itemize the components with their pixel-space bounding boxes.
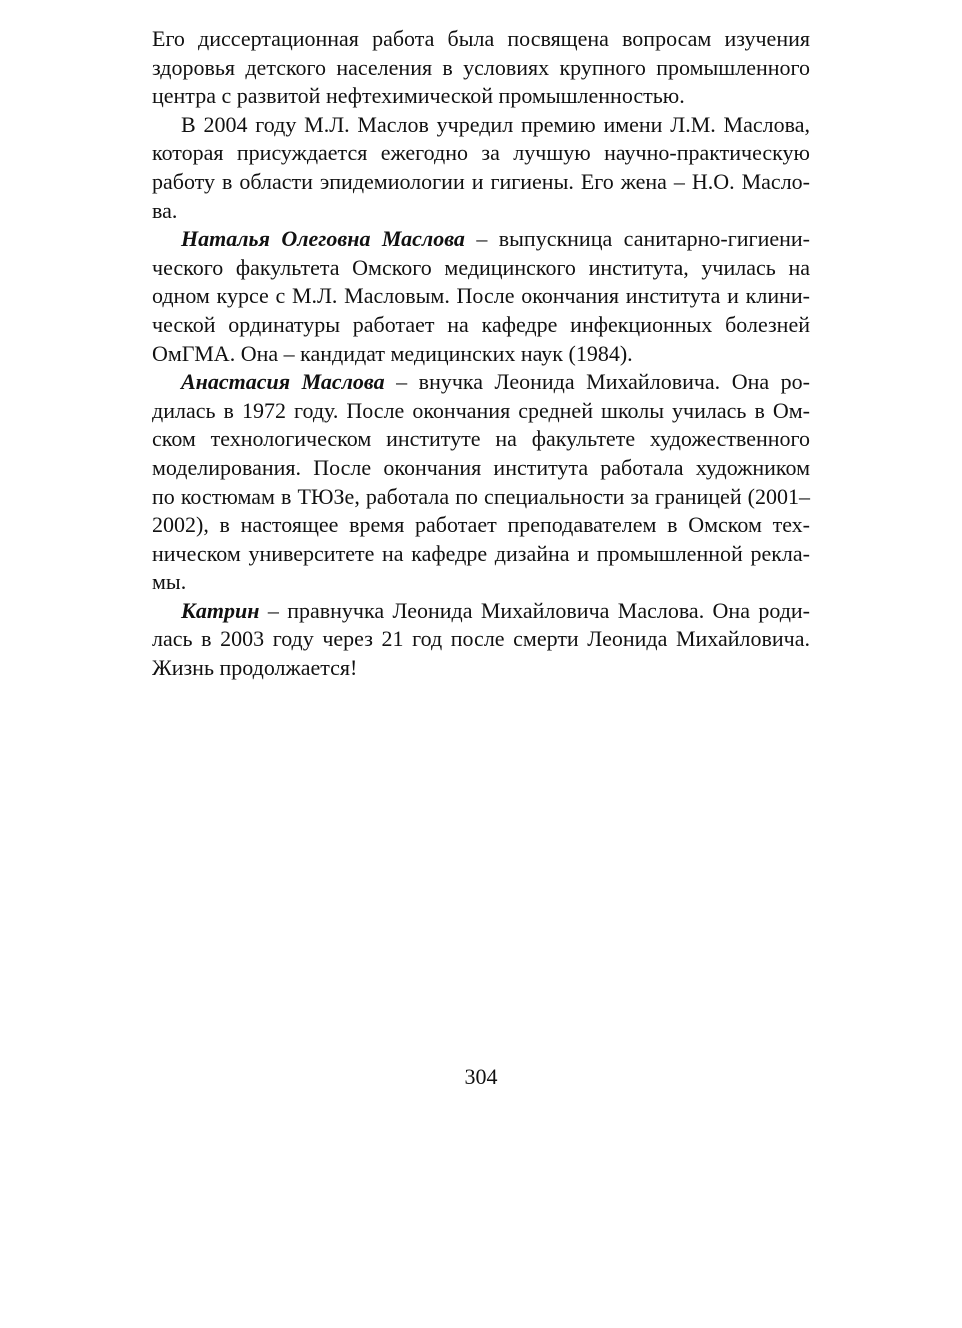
text-line: В 2004 году М.Л. Маслов учредил премию имени Л.М. Маслова, (181, 111, 810, 137)
text-line: моделирования. После окончания института работала художником (152, 454, 810, 480)
text-span: – внучка Леонида Михайловича. Она ро- (384, 369, 810, 395)
page-body (152, 25, 810, 683)
text-line: по костюмам в ТЮЗе, работала по специальности за границей (2001– (152, 483, 810, 509)
text-line: Его диссертационная работа была посвящена вопросам изучения (152, 26, 810, 51)
text-line: ском технологическом институте на факультете художественного (152, 426, 810, 452)
paragraph-natalya (152, 225, 810, 368)
person-name: Наталья Олеговна Маслова (181, 226, 465, 252)
text-line: 2002), в настоящее время работает преподавателем в Омском тех- (152, 512, 810, 538)
text-line: Жизнь продолжается! (152, 655, 358, 681)
text-span: – выпускница санитарно-гигиени- (464, 226, 810, 252)
text-line (152, 597, 810, 626)
text-line: ческого факультета Омского медицинского института, училась на (152, 254, 810, 280)
text-line: ническом университете на кафедре дизайна и промышленной рекла- (152, 540, 810, 566)
paragraph-katrin (152, 597, 810, 683)
text-line: здоровья детского населения в условиях крупного промышленного (152, 54, 810, 80)
text-line (152, 368, 810, 397)
text-line (152, 225, 810, 254)
paragraph-prize (152, 111, 810, 225)
text-line: дилась в 1972 году. После окончания средней школы училась в Ом- (152, 397, 810, 423)
text-line: ва. (152, 197, 178, 223)
paragraph-anastasia (152, 368, 810, 597)
paragraph-dissertation (152, 25, 810, 111)
text-line: мы. (152, 569, 187, 595)
page-number: 304 (464, 1064, 498, 1089)
text-line: ОмГМА. Она – кандидат медицинских наук (1984). (152, 340, 633, 366)
person-name: Анастасия Маслова (181, 369, 385, 395)
text-line: одном курсе с М.Л. Масловым. После окончания института и клини- (152, 283, 810, 309)
text-line: работу в области эпидемиологии и гигиены. Его жена – Н.О. Масло- (152, 168, 810, 194)
person-name: Катрин (181, 597, 260, 623)
text-line: которая присуждается ежегодно за лучшую научно-практическую (152, 140, 810, 166)
text-line: лась в 2003 году через 21 год после смерти Леонида Михайловича. (152, 626, 810, 652)
text-span: – правнучка Леонида Михайловича Маслова. Она роди- (259, 597, 810, 623)
text-line: центра с развитой нефтехимической промышленностью. (152, 83, 685, 109)
text-line: ческой ординатуры работает на кафедре инфекционных болезней (152, 311, 810, 337)
